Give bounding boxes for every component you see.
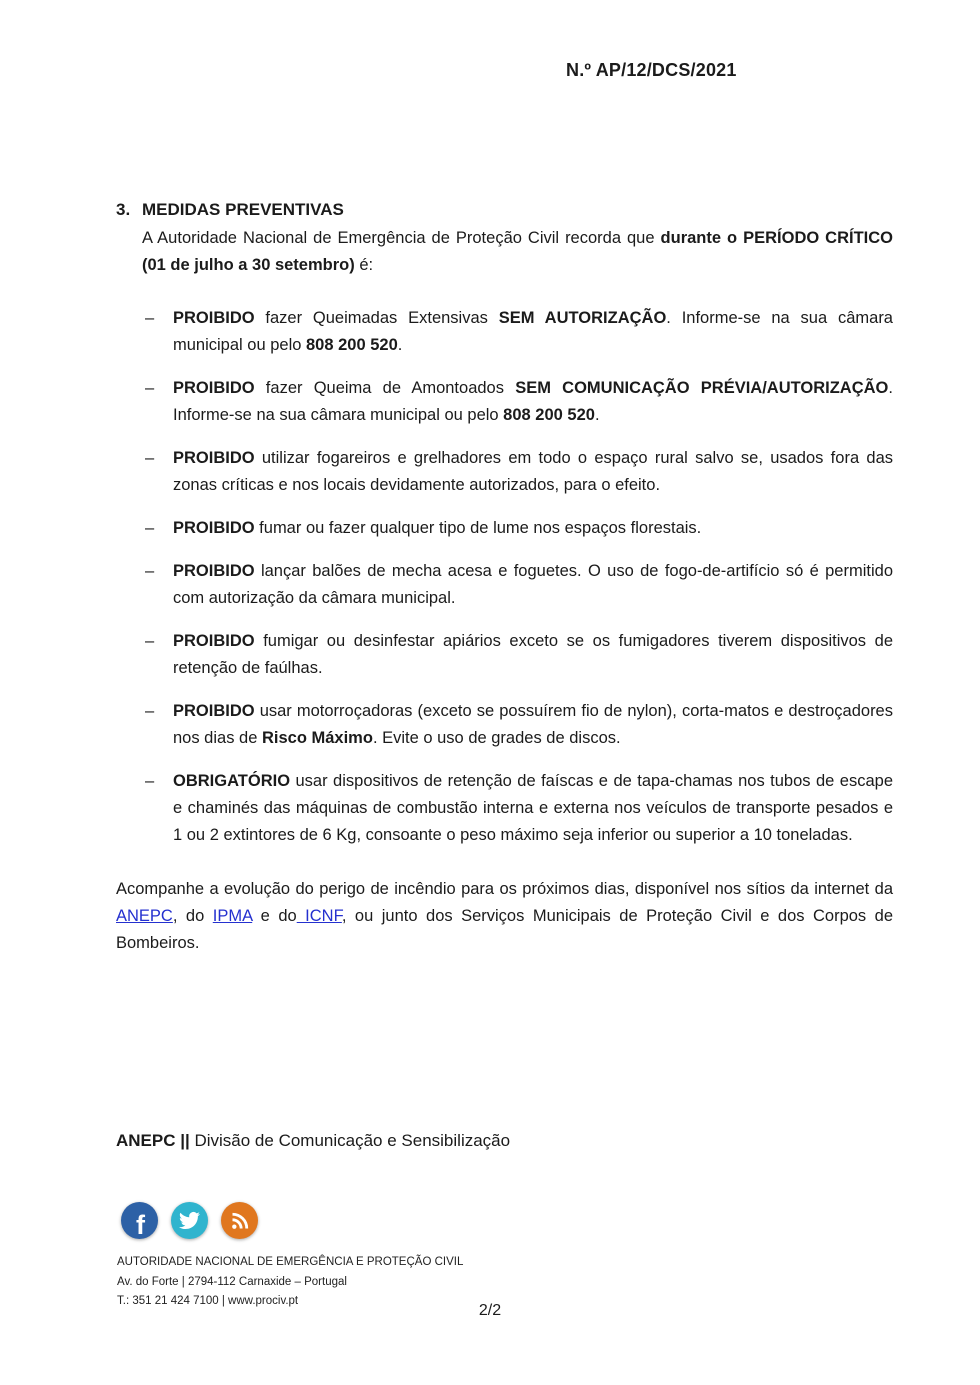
measure-item: – PROIBIDO fumar ou fazer qualquer tipo de lume nos espaços florestais. xyxy=(116,515,893,542)
measure-item: – PROIBIDO lançar balões de mecha acesa e foguetes. O uso de fogo-de-artifício só é permitido com autorização da câmara municipal. xyxy=(116,558,893,612)
icnf-link[interactable]: ICNF xyxy=(296,907,342,925)
measure-item: – PROIBIDO fazer Queima de Amontoados SEM COMUNICAÇÃO PRÉVIA/AUTORIZAÇÃO. Informe-se na sua câmara municipal ou pelo 808 200 520. xyxy=(116,375,893,429)
facebook-f-glyph: f xyxy=(136,1210,145,1239)
footer-org-name: AUTORIDADE NACIONAL DE EMERGÊNCIA E PROTEÇÃO CIVIL xyxy=(117,1256,464,1268)
rss-feed-glyph xyxy=(230,1211,250,1231)
closing-paragraph: Acompanhe a evolução do perigo de incêndio para os próximos dias, disponível nos sítios da internet da ANEPC, do IPMA e do ICNF, ou junto dos Serviços Municipais de Proteção Civil e dos Corpos de Bombeiros. xyxy=(116,880,894,952)
anepc-link[interactable]: ANEPC xyxy=(116,907,173,925)
measure-item: – PROIBIDO usar motorroçadoras (exceto se possuírem fio de nylon), corta-matos e destroçadores nos dias de Risco Máximo. Evite o uso de grades de discos. xyxy=(116,698,893,752)
rss-icon[interactable] xyxy=(221,1202,258,1239)
signature-division: Divisão de Comunicação e Sensibilização xyxy=(189,1131,511,1150)
section-intro: A Autoridade Nacional de Emergência de Proteção Civil recorda que durante o PERÍODO CRÍTICO (01 de julho a 30 setembro) é: xyxy=(142,229,894,274)
measure-item: – PROIBIDO utilizar fogareiros e grelhadores em todo o espaço rural salvo se, usados fora das zonas críticas e nos locais devidamente autorizados, para o efeito. xyxy=(116,445,893,499)
measure-item: – PROIBIDO fumigar ou desinfestar apiários exceto se os fumigadores tiverem dispositivos de retenção de faúlhas. xyxy=(116,628,893,682)
measure-item: – PROIBIDO fazer Queimadas Extensivas SEM AUTORIZAÇÃO. Informe-se na sua câmara municipal ou pelo 808 200 520. xyxy=(116,305,893,359)
doc-reference: N.º AP/12/DCS/2021 xyxy=(566,60,737,80)
document-body xyxy=(116,196,893,957)
page-number: 2/2 xyxy=(478,1302,502,1319)
ipma-link[interactable]: IPMA xyxy=(212,907,253,925)
social-icons xyxy=(121,1202,258,1239)
section-title: MEDIDAS PREVENTIVAS xyxy=(142,200,344,219)
signature-line xyxy=(116,1131,510,1151)
signature-org: ANEPC || xyxy=(116,1131,190,1150)
measure-item: – OBRIGATÓRIO usar dispositivos de retenção de faíscas e de tapa-chamas nos tubos de escape e chaminés das máquinas de combustão interna e externa nos veículos de transporte pesados e 1 ou 2 extintores de 6 Kg, consoante o peso máximo seja inferior ou superior a 10 toneladas. xyxy=(116,768,893,849)
footer-address-line: Av. do Forte | 2794-112 Carnaxide – Portugal xyxy=(117,1275,347,1288)
twitter-icon[interactable] xyxy=(171,1202,208,1239)
section-number: 3. xyxy=(116,200,131,219)
facebook-icon[interactable] xyxy=(121,1202,158,1239)
section-heading xyxy=(116,196,893,223)
footer-phone-line: T.: 351 21 424 7100 | www.prociv.pt xyxy=(117,1295,299,1307)
measures-list xyxy=(116,305,893,849)
twitter-bird-glyph xyxy=(179,1210,200,1231)
